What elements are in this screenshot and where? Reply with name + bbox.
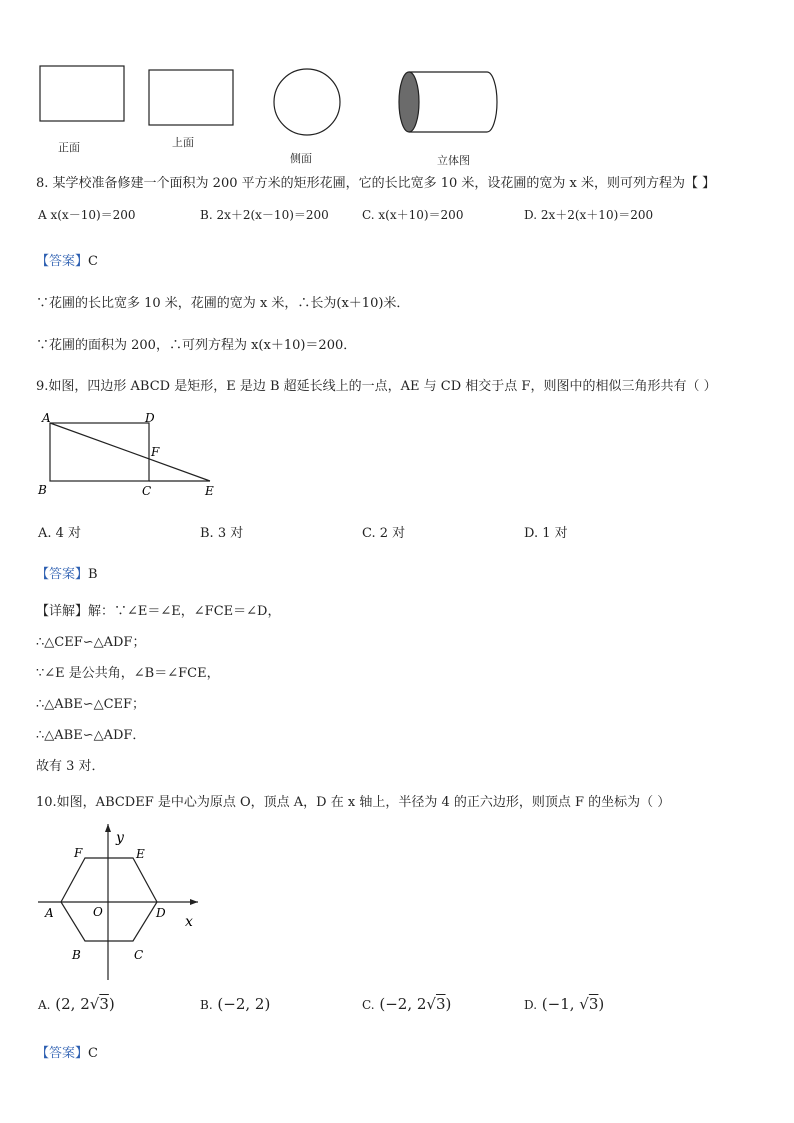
q10-answer-value: C <box>88 1046 98 1061</box>
q9-detail-line-3: ∵∠E 是公共角，∠B＝∠FCE， <box>36 666 220 681</box>
q8-option-c: C. x(x＋10)＝200 <box>362 208 464 222</box>
q10-option-d-sqrt-sign: √ <box>579 995 589 1013</box>
q9-label-b: B <box>38 483 47 497</box>
q10-option-a <box>38 995 115 1013</box>
q9-label-d: D <box>145 411 155 425</box>
q9-stem: 9.如图，四边形 ABCD 是矩形，E 是边 B 超延长线上的一点，AE 与 CD 相交于点 F，则图中的相似三角形共有（ ） <box>36 379 717 394</box>
q9-option-a: A. 4 对 <box>38 526 82 541</box>
q10-option-d <box>524 995 604 1013</box>
solid-view-label: 立体图 <box>437 154 470 167</box>
q9-detail-tag: 【详解】 <box>36 604 89 619</box>
q9-answer-tag: 【答案】 <box>36 567 89 582</box>
q8-option-a: A x(x－10)＝200 <box>38 208 136 222</box>
three-view-drawing <box>0 0 794 170</box>
q10-option-d-root: 3 <box>588 995 599 1013</box>
q10-hexagon-figure <box>30 820 210 990</box>
q9-option-c: C. 2 对 <box>362 526 406 541</box>
q9-option-b: B. 3 对 <box>200 526 244 541</box>
q10-option-b-letter: B. <box>200 998 213 1012</box>
q10-option-a-post: ) <box>108 995 115 1013</box>
q10-option-c-root: 3 <box>435 995 446 1013</box>
side-view-label: 侧面 <box>290 152 312 165</box>
q10-label-e: E <box>136 847 145 861</box>
front-view-label: 正面 <box>58 141 80 154</box>
q9-label-e: E <box>205 484 214 498</box>
q8-explain-line-2: ∵花圃的面积为 200，∴可列方程为 x(x＋10)＝200． <box>36 338 357 353</box>
q8-answer-tag: 【答案】 <box>36 254 89 269</box>
q10-label-o: O <box>93 905 103 919</box>
q10-option-c-sqrt-sign: √ <box>426 995 436 1013</box>
q10-option-a-sqrt-sign: √ <box>89 995 100 1013</box>
q9-rectangle-figure <box>30 405 230 505</box>
q8-stem: 8. 某学校准备修建一个面积为 200 平方米的矩形花圃，它的长比宽多 10 米，设花圃的宽为 x 米，则可列方程为【 】 <box>36 176 716 191</box>
q10-option-c-post: ) <box>445 995 452 1013</box>
q9-label-c: C <box>142 484 152 498</box>
q10-answer-tag: 【答案】 <box>36 1046 89 1061</box>
q10-answer <box>36 1042 98 1061</box>
q8-answer <box>36 250 98 269</box>
q10-label-f: F <box>74 846 83 860</box>
q10-option-d-letter: D. <box>524 998 538 1012</box>
q10-option-b-pre: (−2, 2) <box>217 995 271 1013</box>
q9-detail-line-5: ∴△ABE∽△ADF． <box>36 728 146 743</box>
q10-label-c: C <box>134 948 144 962</box>
q9-detail-line-4: ∴△ABE∽△CEF； <box>36 697 146 712</box>
q9-answer <box>36 563 98 582</box>
q10-option-d-pre: (−1, <box>541 995 580 1013</box>
q10-label-b: B <box>72 948 81 962</box>
q10-label-a: A <box>45 906 54 920</box>
top-view-rect <box>149 70 233 125</box>
q10-option-c-letter: C. <box>362 998 375 1012</box>
q8-explain-line-1: ∵花圃的长比宽多 10 米，花圃的宽为 x 米，∴长为(x＋10)米． <box>36 296 410 311</box>
q9-label-a: A <box>42 411 51 425</box>
q9-detail-line-2: ∴△CEF∽△ADF； <box>36 635 146 650</box>
q9-answer-value: B <box>88 567 98 582</box>
q10-option-a-pre: (2, 2 <box>55 995 90 1013</box>
q10-option-b <box>200 995 270 1013</box>
q10-option-c-pre: (−2, 2 <box>379 995 427 1013</box>
q10-option-d-post: ) <box>598 995 605 1013</box>
q9-option-d: D. 1 对 <box>524 526 568 541</box>
q8-option-b: B. 2x＋2(x－10)＝200 <box>200 208 329 222</box>
q10-option-a-root: 3 <box>99 995 109 1013</box>
q8-answer-value: C <box>88 254 98 269</box>
q10-stem: 10.如图，ABCDEF 是中心为原点 O，顶点 A，D 在 x 轴上，半径为 4 的正六边形，则顶点 F 的坐标为（ ） <box>36 795 671 810</box>
q10-option-a-letter: A. <box>38 998 51 1012</box>
q9-detail-line-6: 故有 3 对． <box>36 759 105 774</box>
side-view-circle <box>274 69 340 135</box>
q9-detail-text-1: 解：∵∠E＝∠E，∠FCE＝∠D， <box>88 604 281 619</box>
top-view-label: 上面 <box>172 136 194 149</box>
q10-label-y: y <box>116 830 124 846</box>
q10-option-c <box>362 995 451 1013</box>
q10-label-d: D <box>156 906 166 920</box>
front-view-rect <box>40 66 124 121</box>
cylinder-solid <box>399 72 497 132</box>
q9-detail-line-1 <box>36 600 280 619</box>
q8-option-d: D. 2x＋2(x＋10)＝200 <box>524 208 654 222</box>
q10-label-x: x <box>185 914 193 930</box>
q9-label-f: F <box>151 445 160 459</box>
